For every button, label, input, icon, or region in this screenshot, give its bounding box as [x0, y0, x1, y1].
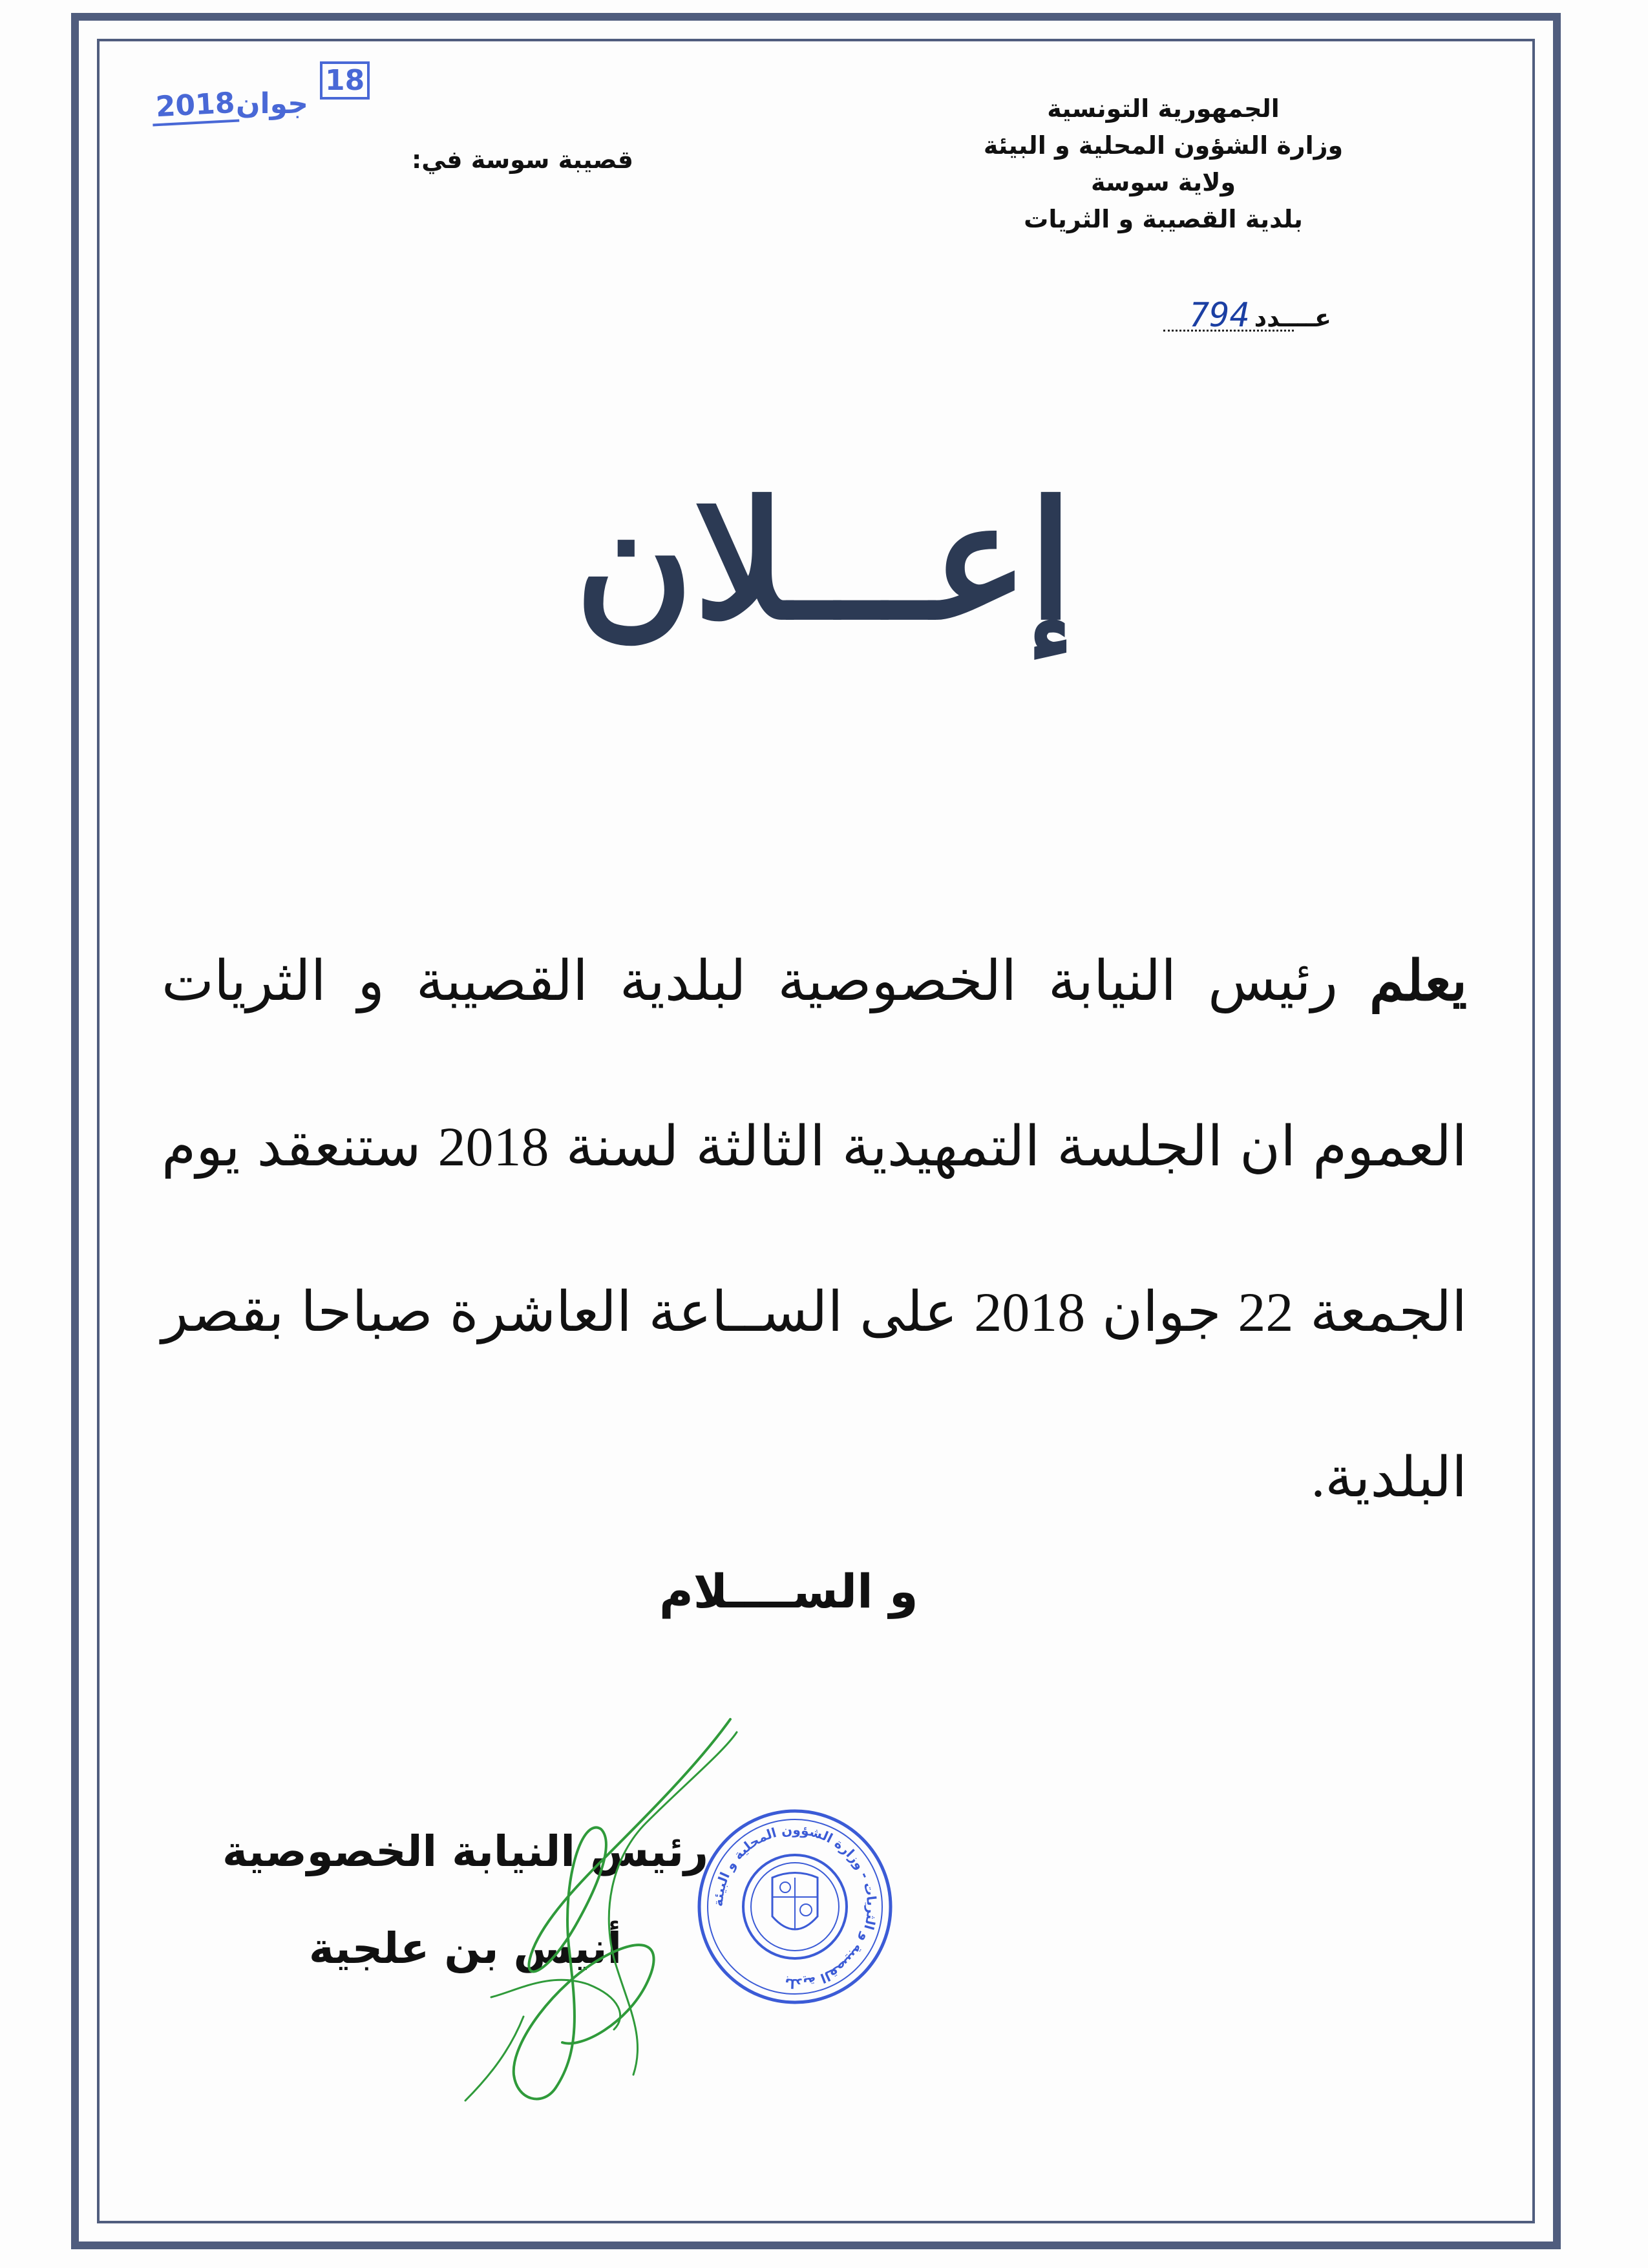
reference-number-line	[1137, 296, 1331, 343]
announcement-lead-word: يعلم	[1369, 950, 1468, 1012]
letterhead-line-municipality: بلدية القصيبة و الثريات	[1024, 205, 1303, 233]
place-date-label: قصيبة سوسة في:	[412, 145, 633, 174]
letterhead-line-ministry: وزارة الشؤون المحلية و البيئة	[983, 131, 1344, 160]
announcement-text: رئيس النيابة الخصوصية لبلدية القصيبة و الثريات العموم ان الجلسة التمهيدية الثالثة لسنة 2018 ستنعقد يوم الجمعة 22 جوان 2018 على الســاعة العاشرة صباحا بقصر البلدية.	[162, 950, 1467, 1509]
official-seal	[695, 1807, 895, 2007]
announcement-title: إعـــلان	[575, 465, 1073, 655]
announcement-body	[162, 898, 1467, 1560]
signatory-name: أنيس بن علجية	[308, 1924, 622, 1973]
closing-greeting: و الســــلام	[659, 1564, 918, 1618]
signatory-role: رئيس النيابة الخصوصية	[222, 1827, 708, 1876]
letterhead-line-republic: الجمهورية التونسية	[1047, 94, 1280, 123]
letterhead	[937, 90, 1389, 238]
reference-label: عــــدد	[1254, 304, 1331, 332]
letterhead-line-governorate: ولاية سوسة	[1090, 168, 1236, 196]
seal-text: بلدية القصيبة و الثريات - وزارة الشؤون المحلية و البيئة	[710, 1821, 880, 1992]
date-stamp	[145, 61, 365, 124]
date-stamp-month: جوان	[236, 87, 308, 120]
date-stamp-year: 2018	[151, 87, 240, 127]
reference-number: 794	[1189, 296, 1250, 335]
announcement-paragraph	[162, 898, 1467, 1560]
date-stamp-day: 18	[320, 61, 370, 100]
